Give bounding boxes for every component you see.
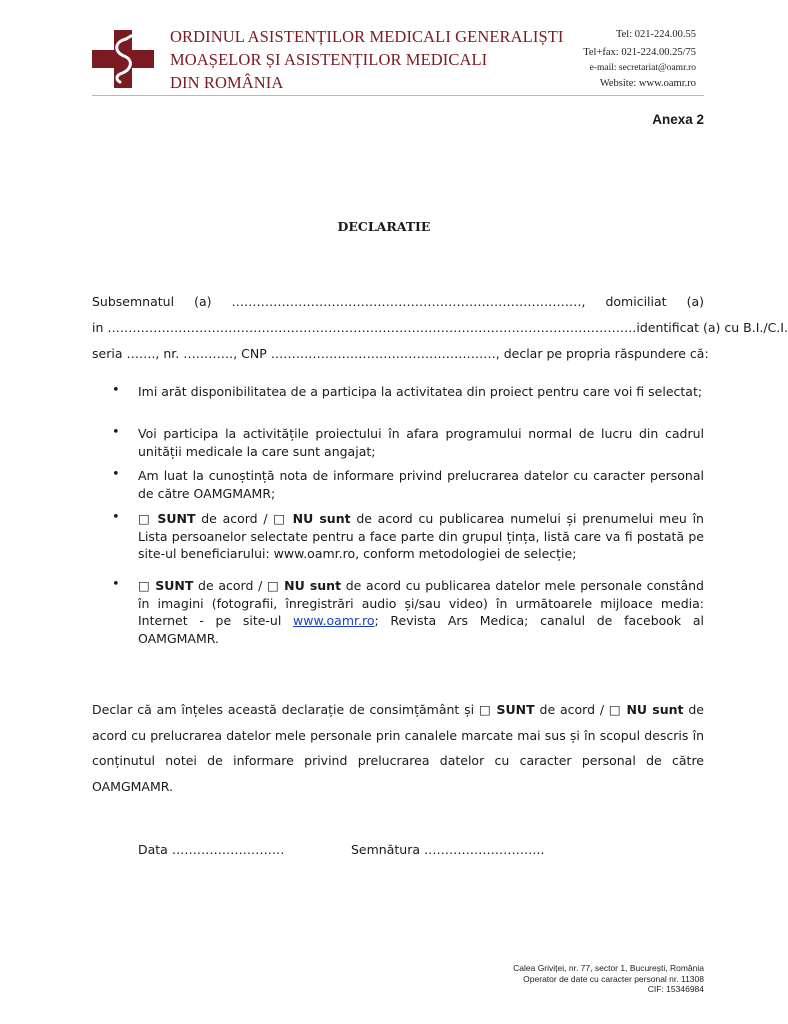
name-blank: …………………………………………………………………………,	[231, 294, 586, 309]
identity-word: Subsemnatul	[92, 294, 175, 309]
letterhead	[92, 25, 704, 95]
item-text: de acord cu publicarea numelui și prenumelui meu în Lista persoanelor selectate pentru a face parte din grupul țința, listă care va fi postată pe site-ul beneficiarului: www.oamr.ro, conform metodologiei de selecție;	[138, 511, 704, 561]
bullet-item-participation: Voi participa la activitățile proiectului în afara programului normal de lucru din cadrul unității medicale la care sunt angajat;	[138, 426, 704, 459]
checkbox-nu-sunt[interactable]: de acord / □	[193, 578, 285, 593]
contact-fax: Tel+fax: 021-224.00.25/75	[583, 47, 696, 58]
identity-word: (a)	[194, 294, 212, 309]
option-nu-sunt: NU sunt	[292, 511, 351, 526]
id-document-label: identificat (a) cu B.I./C.I.	[636, 320, 788, 335]
checkbox-sunt[interactable]: □	[138, 578, 156, 593]
identity-word: (a)	[686, 294, 704, 309]
identity-line-3: seria ……., nr. …………, CNP ………………………………………………, declar pe propria răspundere că:	[92, 346, 709, 361]
bullet-item-availability: Imi arăt disponibilitatea de a participa la activitatea din proiect pentru care voi fi selectat;	[138, 384, 703, 399]
document-title: DECLARATIE	[337, 219, 431, 234]
identity-word: domiciliat	[605, 294, 667, 309]
identity-line-2	[92, 320, 788, 335]
footer-cif: CIF: 15346984	[647, 984, 704, 994]
item-text: de acord cu publicarea datelor mele personale constând în imagini (fotografii, înregistrări audio și/sau video) în următoarele mijloace media: Internet - pe site-ul	[138, 578, 704, 628]
bullet-dot: •	[112, 425, 120, 440]
bullet-item-publish-name	[138, 510, 704, 563]
option-nu-sunt: NU sunt	[626, 702, 684, 717]
bullet-dot: •	[112, 577, 120, 592]
consent-text: de acord / □	[534, 702, 627, 717]
bullet-item-publish-media	[138, 577, 704, 647]
footer-address-block	[513, 963, 704, 995]
signature-field[interactable]: Semnătura ………………………..	[351, 842, 545, 857]
checkbox-nu-sunt[interactable]: de acord / □	[195, 511, 293, 526]
contact-phone: Tel: 021-224.00.55	[615, 29, 696, 40]
website-link[interactable]: www.oamr.ro	[293, 613, 375, 628]
org-name-line-1: ORDINUL ASISTENȚILOR MEDICALI GENERALIȘTI	[170, 27, 564, 46]
header-divider	[92, 95, 704, 96]
consent-text: Declar că am înțeles această declarație de consimțământ și □	[92, 702, 497, 717]
checkbox-sunt[interactable]: □	[138, 511, 158, 526]
annex-label: Anexa 2	[652, 112, 704, 127]
option-nu-sunt: NU sunt	[284, 578, 342, 593]
bullet-dot: •	[112, 467, 120, 482]
address-blank: in ……………………………………………………………………………………………………………….	[92, 320, 637, 335]
consent-paragraph	[92, 697, 704, 799]
bullet-dot: •	[112, 383, 120, 398]
option-sunt: SUNT	[496, 702, 535, 717]
option-sunt: SUNT	[155, 578, 194, 593]
option-sunt: SUNT	[157, 511, 196, 526]
bullet-item-information-note: Am luat la cunoștință nota de informare privind prelucrarea datelor cu caracter personal de către OAMGMAMR;	[138, 468, 704, 501]
org-name-line-3: DIN ROMÂNIA	[170, 73, 284, 92]
date-field[interactable]: Data ………………………	[138, 842, 285, 857]
contact-website: Website: www.oamr.ro	[599, 78, 696, 89]
footer-operator: Operator de date cu caracter personal nr. 11308	[523, 973, 704, 984]
identity-line-1	[92, 294, 704, 309]
consent-text: de acord cu prelucrarea datelor mele personale prin canalele marcate mai sus și în scopul descris în conținutul notei de informare privind prelucrarea datelor cu caracter personal de către OAMGMAMR.	[92, 702, 704, 794]
item-text: ; Revista Ars Medica; canalul de facebook al OAMGMAMR.	[138, 613, 704, 646]
org-name-line-2: MOAȘELOR ȘI ASISTENȚILOR MEDICALI	[170, 50, 488, 69]
footer-address: Calea Griviței, nr. 77, sector 1, București, România	[513, 963, 704, 973]
red-cross-logo-icon	[92, 30, 154, 88]
contact-email: e-mail: secretariat@oamr.ro	[589, 63, 696, 73]
bullet-dot: •	[112, 510, 120, 525]
